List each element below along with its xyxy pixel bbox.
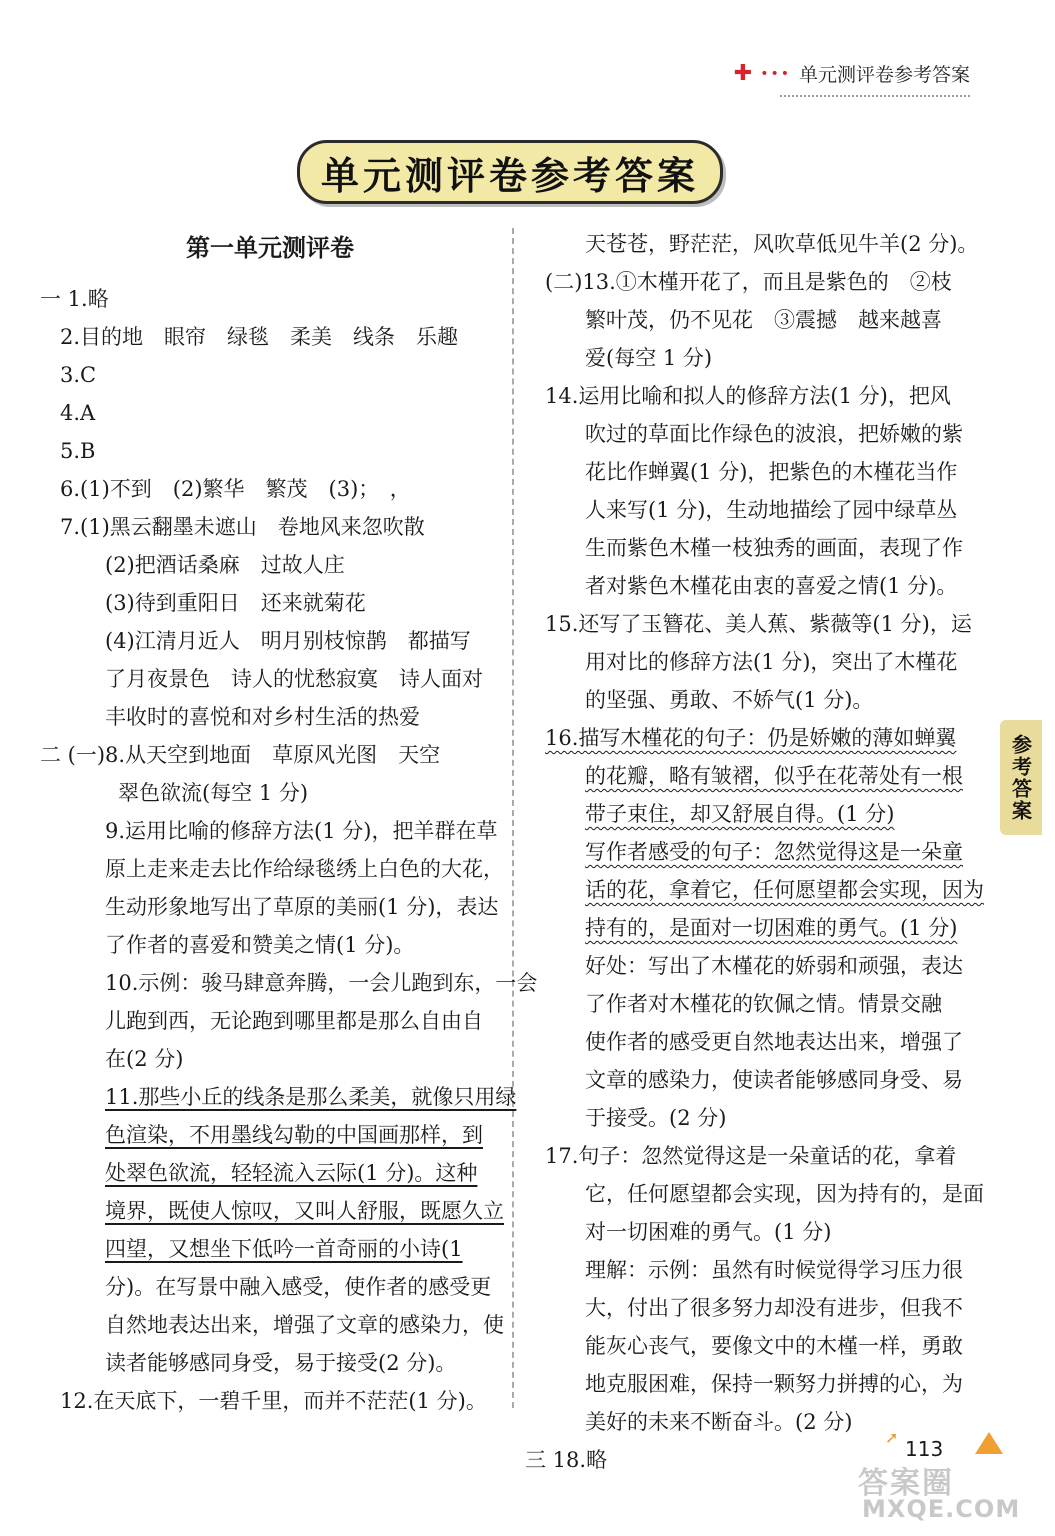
answer-line: 花比作蝉翼(1 分)，把紫色的木槿花当作 [585,460,958,484]
wavy-underlined-line: 话的花，拿着它，任何愿望都会实现，因为 [585,878,984,902]
wavy-underlined-line: 的花瓣，略有皱褶，似乎在花蒂处有一根 [585,764,963,788]
answer-line: 生而紫色木槿一枝独秀的画面，表现了作 [585,536,963,560]
answer-line: 17.句子：忽然觉得这是一朵童话的花，拿着 [545,1144,957,1168]
triangle-icon [975,1432,1003,1454]
answer-line: 了月夜景色 诗人的忧愁寂寞 诗人面对 [105,667,483,691]
answer-line: 爱(每空 1 分) [585,346,713,370]
answer-line: 使作者的感受更自然地表达出来，增强了 [585,1030,963,1054]
banner-title: 单元测评卷参考答案 [320,153,699,198]
answer-line: 能灰心丧气，要像文中的木槿一样，勇敢 [585,1334,963,1358]
header-divider [780,95,970,97]
answer-line: 二 (一)8.从天空到地面 草原风光图 天空 [40,743,441,767]
underlined-line: 四望，又想坐下低吟一首奇丽的小诗(1 [105,1237,463,1261]
answer-line: 繁叶茂，仍不见花 ③震撼 越来越喜 [585,308,942,332]
answer-line: 文章的感染力，使读者能够感同身受、易 [585,1068,963,1092]
answer-line: 于接受。(2 分) [585,1106,727,1130]
answer-line: 天苍苍，野茫茫，风吹草低见牛羊(2 分)。 [585,232,979,256]
answer-line: 15.还写了玉簪花、美人蕉、紫薇等(1 分)，运 [545,612,972,636]
answer-line: 它，任何愿望都会实现，因为持有的，是面 [585,1182,984,1206]
answer-line: 14.运用比喻和拟人的修辞方法(1 分)，把风 [545,384,951,408]
answer-line: 生动形象地写出了草原的美丽(1 分)，表达 [105,895,499,919]
answer-line: 人来写(1 分)，生动地描绘了园中绿草丛 [585,498,958,522]
answer-line: 了作者对木槿花的钦佩之情。情景交融 [585,992,942,1016]
underlined-line: 11.那些小丘的线条是那么柔美，就像只用绿 [105,1085,517,1109]
watermark-logo: 答案圈 [858,1466,954,1501]
wavy-underlined-line: 持有的，是面对一切困难的勇气。(1 分) [585,916,958,940]
answer-line: (4)江清月近人 明月别枝惊鹊 都描写 [105,629,471,653]
answer-line: 7.(1)黑云翻墨未遮山 卷地风来忽吹散 [60,515,425,539]
answer-line: 在(2 分) [105,1047,184,1071]
column-divider [512,228,514,1408]
answer-line: 儿跑到西，无论跑到哪里都是那么自由自 [105,1009,483,1033]
answer-line: 用对比的修辞方法(1 分)，突出了木槿花 [585,650,958,674]
answer-line: 翠色欲流(每空 1 分) [118,781,309,805]
answer-line: 9.运用比喻的修辞方法(1 分)，把羊群在草 [105,819,498,843]
answer-line: 6.(1)不到 (2)繁华 繁茂 (3)； ， [60,477,411,501]
answer-line: 丰收时的喜悦和对乡村生活的热爱 [105,705,420,729]
star-icon: ✚ [733,61,753,86]
underlined-line: 处翠色欲流，轻轻流入云际(1 分)。这种 [105,1161,478,1185]
answer-line: 自然地表达出来，增强了文章的感染力，使 [105,1313,504,1337]
header-title: 单元测评卷参考答案 [798,64,970,86]
underlined-line: 境界，既使人惊叹，又叫人舒服，既愿久立 [105,1199,504,1223]
underlined-line: 色渲染，不用墨线勾勒的中国画那样，到 [105,1123,483,1147]
answer-line: (二)13.①木槿开花了，而且是紫色的 ②枝 [545,270,952,294]
answer-line: 者对紫色木槿花由衷的喜爱之情(1 分)。 [585,574,958,598]
answer-line: 3.C [60,363,97,387]
answer-line: 对一切困难的勇气。(1 分) [585,1220,832,1244]
answer-line: 好处：写出了木槿花的娇弱和顽强，表达 [585,954,963,978]
answer-line: 三 18.略 [525,1448,608,1472]
answer-line: (3)待到重阳日 还来就菊花 [105,591,366,615]
answer-line: 吹过的草面比作绿色的波浪，把娇嫩的紫 [585,422,963,446]
answer-line: 5.B [60,439,96,463]
answer-line: 了作者的喜爱和赞美之情(1 分)。 [105,933,415,957]
answer-line: 12.在天底下，一碧千里，而并不茫茫(1 分)。 [60,1389,487,1413]
wavy-underlined-line: 写作者感受的句子：忽然觉得这是一朵童 [585,840,963,864]
wavy-underlined-line: 16.描写木槿花的句子：仍是娇嫩的薄如蝉翼 [545,726,957,750]
answer-line: 4.A [60,401,96,425]
page-header [734,60,970,87]
answer-line: 10.示例：骏马肆意奔腾，一会儿跑到东，一会 [105,971,538,995]
answer-line: 分)。在写景中融入感受，使作者的感受更 [105,1275,492,1299]
answer-line: 原上走来走去比作给绿毯绣上白色的大花， [105,857,504,881]
answer-line: 的坚强、勇敢、不娇气(1 分)。 [585,688,874,712]
answer-line: 地克服困难，保持一颗努力拼搏的心，为 [585,1372,963,1396]
answer-line: 理解：示例：虽然有时候觉得学习压力很 [585,1258,963,1282]
title-banner [297,140,723,204]
answer-line: 美好的未来不断奋斗。(2 分) [585,1410,853,1434]
watermark-url: MXQE.COM [862,1495,1021,1523]
right-column [525,225,984,1479]
side-tab [1000,720,1042,835]
side-tab-label: 参考答案 [1008,733,1033,822]
answer-line: 一 1.略 [40,287,109,311]
dots-decoration: ••• [760,65,791,82]
section-title: 第一单元测评卷 [186,234,354,262]
page-number: 113 [905,1437,944,1461]
answer-line: 2.目的地 眼帘 绿毯 柔美 线条 乐趣 [60,325,459,349]
left-column [40,228,538,1420]
answer-line: 读者能够感同身受，易于接受(2 分)。 [105,1351,457,1375]
arrow-icon: ➚ [885,1428,899,1447]
answer-line: 大，付出了很多努力却没有进步，但我不 [585,1296,963,1320]
answer-line: (2)把酒话桑麻 过故人庄 [105,553,345,577]
wavy-underlined-line: 带子束住，却又舒展自得。(1 分) [585,802,895,826]
